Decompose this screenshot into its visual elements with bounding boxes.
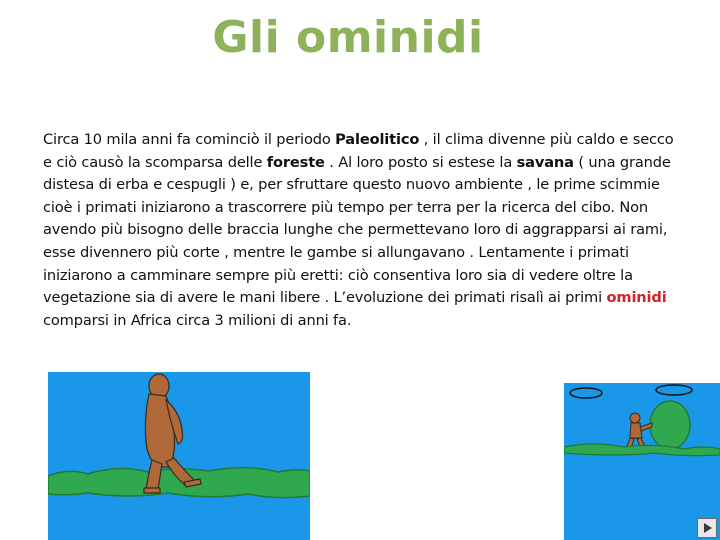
text-segment: . Al loro posto si estese la <box>324 153 517 171</box>
body-paragraph <box>43 129 683 332</box>
play-icon <box>697 518 717 538</box>
keyword-paleolitico: Paleolitico <box>335 131 420 148</box>
hominid-walking-drawing <box>48 372 310 540</box>
text-segment: comparsi in Africa circa 3 milioni di anni fa. <box>43 311 352 329</box>
text-segment: ( una grande distesa di erba e cespugli ) e, per sfruttare questo nuovo ambiente , le prime scimmie cioè i primati iniziarono a trascorrere più tempo per terra per la ricerca del cibo. Non avendo più bisogno delle braccia lunghe che permettevano loro di aggrapparsi ai rami, esse divennero più corte , mentre le gambe si allungavano . Lentamente i primati iniziarono a camminare sempre più eretti: ciò consentiva loro sia di vedere oltre la vegetazione sia di avere le mani libere . L’evoluzione dei primati risalì ai primi <box>43 153 671 307</box>
text-segment: Circa 10 mila anni fa cominciò il periodo <box>43 131 336 148</box>
next-slide-button[interactable] <box>697 518 717 538</box>
text-segment: , il clima divenne più caldo e secco e ciò causò la scomparsa delle <box>43 131 674 171</box>
keyword-ominidi: ominidi <box>606 289 667 307</box>
figure-and-tree-drawing <box>564 383 720 540</box>
slide-title: Gli ominidi <box>212 12 484 63</box>
keyword-savana: savana <box>516 153 574 171</box>
keyword-foreste: foreste <box>266 153 325 171</box>
